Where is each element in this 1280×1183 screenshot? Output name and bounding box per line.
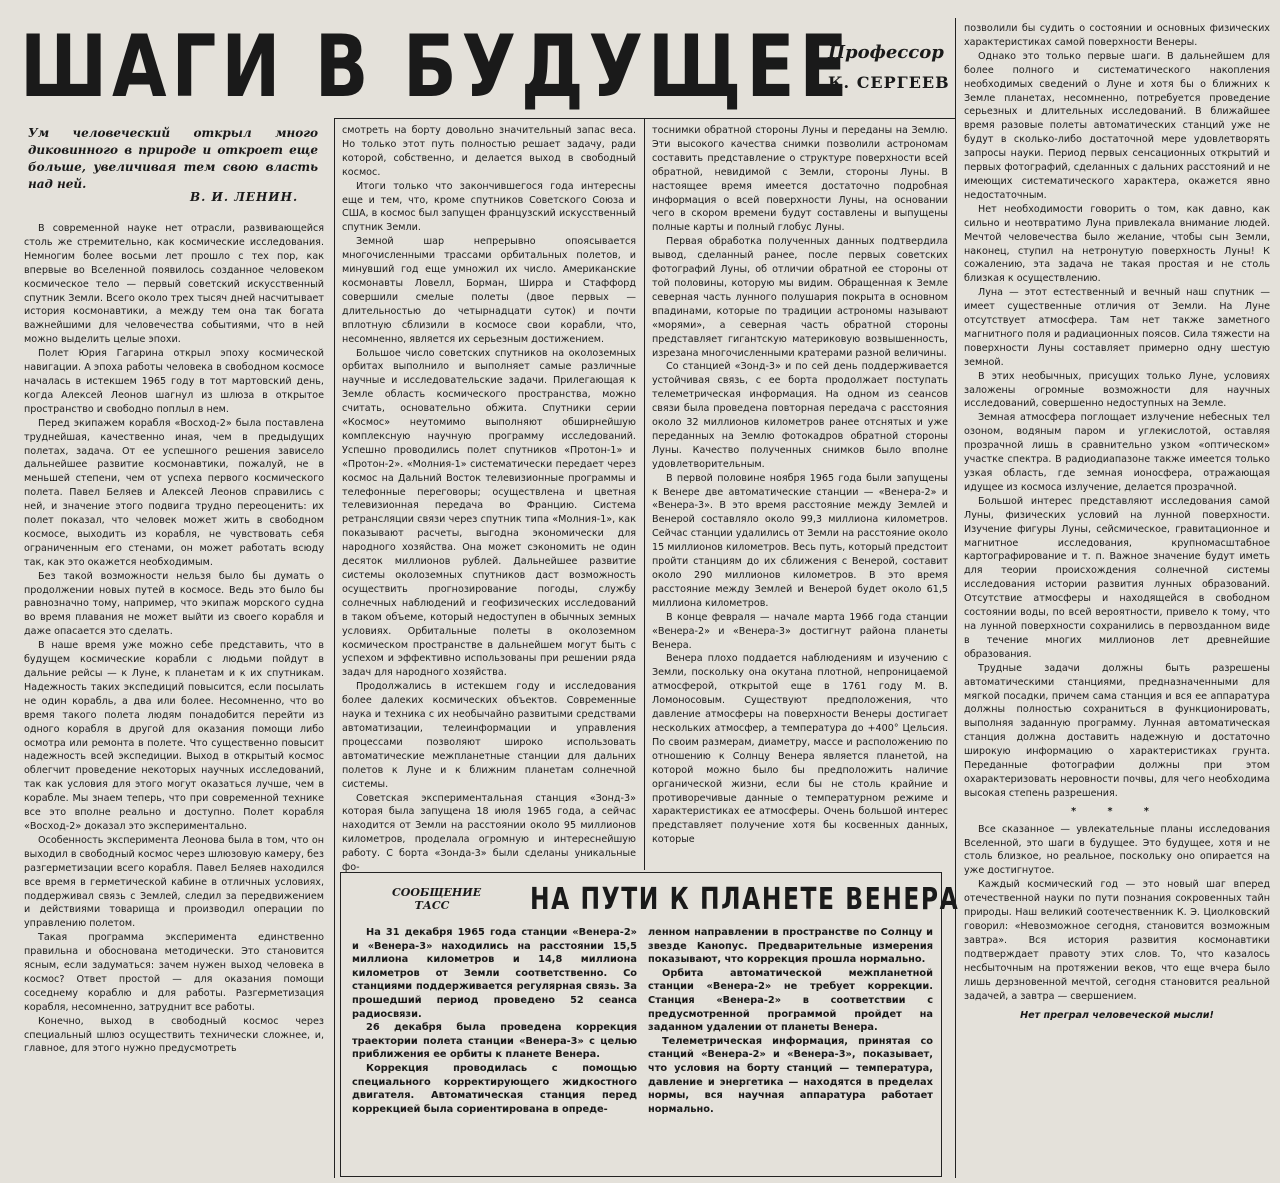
paragraph: В конце февраля — начале марта 1966 года станции «Венера-2» и «Венера-3» достигнут района планеты Венера. (652, 611, 948, 651)
header-rule (334, 118, 955, 119)
paragraph: Однако это только первые шаги. В дальнейшем для более полного и систематического накопления необходимых сведений о Луне и хотя бы о ближних к Земле планетах, несомненно, потребуется проведение серьезных и длительных исследований. В ближайшее время разовые полеты автоматических станций уже не будут в сколько-либо достаточной мере удовлетворять запросы науки. Период первых сенсационных открытий и первых фотографий, сделанных с дальних расстояний и не имеющих систематического характера, окажется явно недостаточным. (964, 50, 1270, 201)
paragraph: Нет необходимости говорить о том, как давно, как сильно и неотвратимо Луна привлекала внимание людей. Мечтой человечества было желание, чтобы сын Земли, наконец, ступил на нетронутую поверхность Луны! К сожалению, эта задача не такая простая и не столь близкая к осуществлению. (964, 203, 1270, 285)
paragraph: В первой половине ноября 1965 года были запущены к Венере две автоматические станции — «Венера-2» и «Венера-3». В это время расстояние между Землей и Венерой составляло около 99,3 миллиона километров. Сейчас станции удалились от Земли на расстояние около 15 миллионов километров. Весь путь, который предстоит пройти станциям до их сближения с Венерой, составит около 290 миллионов километров. В это время расстояние между Землей и Венерой будет около 61,5 миллиона километров. (652, 472, 948, 609)
article-column-1 (24, 222, 324, 1180)
article-column-4 (964, 22, 1270, 1177)
paragraph: ленном направлении в пространстве по Солнцу и звезде Канопус. Предварительные измерения показывают, что коррекция прошла нормально. (648, 927, 933, 966)
paragraph: смотреть на борту довольно значительный запас веса. Но только этот путь полностью решает задачу, ради которой, собственно, и делается выход в свободный космос. (342, 125, 636, 178)
paragraph: В современной науке нет отрасли, развивающейся столь же стремительно, как космические исследования. Немногим более восьми лет прошло с тех пор, как впервые во Вселенной появилось созданное человеком космическое тело — первый советский искусственный спутник Земли. Всего около трех тысяч дней насчитывает история космонавтики, а между тем она так богата важнейшими для человечества событиями, что в ней можно выделить целые эпохи. (24, 223, 324, 346)
paragraph: Земной шар непрерывно опоясывается многочисленными трассами орбитальных полетов, и минувший год еще умножил их число. Американские космонавты Ловелл, Борман, Ширра и Стаффорд совершили смелые полеты (двое первых — длительностью до четырнадцати суток) и почти вплотную сблизили в космосе свои корабли, что, несомненно, является их серьезным достижением. (342, 236, 636, 345)
paragraph: Телеметрическая информация, принятая со станций «Венера-2» и «Венера-3», показывает, что условия на борту станций — температура, давление и энергетика — находятся в пределах нормы, вся научная аппаратура работает нормально. (648, 1035, 933, 1115)
tass-column-right (648, 926, 933, 1170)
paragraph: Трудные задачи должны быть разрешены автоматическими станциями, предназначенными для мягкой посадки, причем сама станция и вся ее аппаратура должны полностью сохраниться в функционировать, выполняя заданную программу. Лунная автоматическая станция должна доставить надежную и достаточно широкую информацию о характеристиках грунта. Переданные фотографии должны при этом охарактеризовать неровности почвы, для чего необходима высокая степень разрешения. (964, 662, 1270, 799)
paragraph: На 31 декабря 1965 года станции «Венера-2» и «Венера-3» находились на расстоянии 15,5 миллиона километров и 14,8 миллиона километров от Земли соответственно. Со станциями поддерживается регулярная связь. За прошедший период проведено 52 сеанса радиосвязи. (352, 927, 637, 1020)
paragraph: В этих необычных, присущих только Луне, условиях заложены огромные возможности для научных исследований, совершенно недоступных на Земле. (964, 370, 1270, 410)
column-rule (644, 118, 645, 870)
paragraph: Со станцией «Зонд-3» и по сей день поддерживается устойчивая связь, с ее борта продолжает поступать телеметрическая информация. На одном из сеансов связи была проведена повторная передача с расстояния около 32 миллионов километров ранее отснятых и уже переданных на Землю фотокадров обратной стороны Луны. Качество полученных снимков было вполне удовлетворительным. (652, 361, 948, 470)
epigraph-text: Ум человеческий открыл много диковинного в природе и откроет еще больше, увеличивая тем свою власть над ней. (28, 126, 318, 191)
paragraph: Полет Юрия Гагарина открыл эпоху космической навигации. А эпоха работы человека в свободном космосе началась в истекшем 1965 году в тот мартовский день, когда Алексей Леонов шагнул из шлюза в открытое пространство и свободно поплыл в нем. (24, 348, 324, 415)
paragraph: В наше время уже можно себе представить, что в будущем космические корабли с людьми пойдут в дальние рейсы — к Луне, к планетам и к их спутникам. Надежность таких экспедиций повысится, если посылать не один корабль, а два или более. Несомненно, что во время такого полета людям понадобится перейти из одного корабля в другой для оказания помощи либо осмотра или ремонта в полете. Что существенно повысит надежность всей экспедиции. Выход в открытый космос облегчит проведение некоторых научных исследований, так как условия для этого могут оказаться лучше, чем в корабле. Мы знаем теперь, что при современной технике все это вполне реально и доступно. Полет корабля «Восход-2» доказал это экспериментально. (24, 640, 324, 832)
author-name: К. СЕРГЕЕВ (828, 73, 950, 92)
paragraph: Большой интерес представляют исследования самой Луны, физических условий на лунной поверхности. Изучение фигуры Луны, сейсмическое, гравитационное и магнитное исследования, крупномасштабное картографирование и т. п. Важное значение будут иметь для теории происхождения солнечной системы исследования истории развития лунных образований. Отсутствие атмосферы и находящейся в свободном состоянии воды, по всей вероятности, привело к тому, что на лунной поверхности сохранились в первозданном виде в течение многих миллионов лет древнейшие образования. (964, 495, 1270, 660)
paragraph: Все сказанное — увлекательные планы исследования Вселенной, это шаги в будущее. Это будущее, хотя и не столь близкое, но реальное, поскольку оно опирается на уже достигнутое. (964, 823, 1270, 877)
author-block (828, 42, 960, 92)
paragraph: Конечно, выход в свободный космос через специальный шлюз осуществить технически сложнее, и, главное, для этого нужно предусмотреть (24, 1015, 324, 1055)
article-column-3 (652, 124, 948, 866)
paragraph: Без такой возможности нельзя было бы думать о продолжении новых путей в космосе. Ведь это было бы равнозначно тому, например, что экипаж морского судна во время плавания не может выйти из своего корабля и даже опасается это сделать. (24, 570, 324, 638)
tass-label: СООБЩЕНИЕ ТАСС (392, 886, 482, 912)
paragraph: 26 декабря была проведена коррекция траектории полета станции «Венера-3» с целью приближения ее орбиты к планете Венера. (352, 1022, 637, 1061)
paragraph: Итоги только что закончившегося года интересны еще и тем, что, кроме спутников Советского Союза и США, в космос был запущен французский искусственный спутник Земли. (342, 180, 636, 234)
paragraph: Земная атмосфера поглощает излучение небесных тел озоном, водяным паром и углекислотой, оставляя прозрачной лишь в сравнительно узком «оптическом» участке спектра. В радиодиапазоне также имеется только узкая область, где земная ионосфера, отражающая идущее из космоса излучение, делается прозрачной. (964, 412, 1270, 493)
paragraph: Каждый космический год — это новый шаг вперед отечественной науки по пути познания сокровенных тайн природы. Наш великий соотечественник К. Э. Циолковский говорил: «Невозможное сегодня, становится возможным завтра». Вся история развития космонавтики подтверждает правоту этих слов. То, что казалось несбыточным на протяжении веков, что еще вчера было лишь дерзновенной мечтой, сегодня становится реальной задачей, а завтра — свершением. (964, 879, 1270, 1002)
column-rule (334, 118, 335, 1178)
article-column-2 (342, 124, 636, 874)
tass-column-left (352, 926, 637, 1170)
paragraph: Венера плохо поддается наблюдениям и изучению с Земли, поскольку она окутана плотной, непроницаемой атмосферой, открытой еще в 1761 году М. В. Ломоносовым. Существуют предположения, что давление атмосферы на поверхности Венеры достигает нескольких атмосфер, а температура до +400° Цельсия. По своим размерам, диаметру, массе и расположению по отношению к Солнцу Венера является планетой, на которой можно было бы предположить наличие органической жизни, если бы не столь крайние и противоречивые данные о температурном режиме и характеристиках ее атмосферы. Очень большой интерес представляет получение хотя бы косвенных данных, которые (652, 653, 948, 846)
paragraph: Орбита автоматической межпланетной станции «Венера-2» не требует коррекции. Станция «Венера-2» в соответствии с предусмотренной программой пройдет на заданном удалении от планеты Венера. (648, 967, 933, 1034)
paragraph: Особенность эксперимента Леонова была в том, что он выходил в свободный космос через шлюзовую камеру, без разгерметизации всего корабля. Павел Беляев находился все время в герметической кабине в отличных условиях, поддерживал связь с Землей, следил за передвижением и действиями товарища и производил операции по управлению полетом. (24, 834, 324, 930)
section-divider-stars: * * * (1071, 805, 1163, 817)
paragraph: тоснимки обратной стороны Луны и переданы на Землю. Эти высокого качества снимки позволили астрономам составить представление о структуре поверхности всей обратной, невидимой с Земли, стороны Луны. В настоящее время имеется достаточно подробная информация о всей поверхности Луны, на основании чего в скором времени будут составлены и выпущены полные карты и полный глобус Луны. (652, 125, 948, 234)
paragraph: Первая обработка полученных данных подтвердила вывод, сделанный ранее, после первых советских фотографий Луны, об отличии обратной ее стороны от той половины, которую мы видим. Обращенная к Земле северная часть лунного полушария покрыта в основном впадинами, которые по традиции астрономы называют «морями», а северная часть обратной стороны представляет гигантскую материковую возвышенность, изрезана многочисленными кратерами разной величины. (652, 236, 948, 359)
paragraph: Большое число советских спутников на околоземных орбитах выполнило и выполняет самые различные научные и исследовательские задачи. Прилегающая к Земле область космического пространства, можно считать, основательно обжита. Спутники серии «Космос» неутомимо выполняют обширнейшую комплексную научную программу исследований. Успешно проводились полет спутников «Протон-1» и «Протон-2». «Молния-1» систематически передает через космос на Дальний Восток телевизионные программы и телефонные переговоры; осуществлена и цветная телевизионная передача во Францию. Система ретрансляции связи через спутник типа «Молния-1», как показывают расчеты, выгодна экономически для народного хозяйства. Она может сэкономить не один десяток миллионов рублей. Дальнейшее развитие системы околоземных спутников даст возможность осуществить прогнозирование погоды, службу солнечных наблюдений и геофизических исследований в таком объеме, который недоступен в обычных земных условиях. Орбитальные полеты в околоземном космическом пространстве в дальнейшем могут быть с успехом и эффективно использованы при решении ряда задач для народного хозяйства. (342, 347, 636, 679)
author-role: Профессор (828, 42, 944, 63)
paragraph: Продолжались в истекшем году и исследования более далеких космических объектов. Современные наука и техника с их необычайно развитыми средствами автоматизации, телеинформации и управления процессами позволяют широко использовать автоматические межпланетные станции для дальних полетов к Луне и к ближним планетам солнечной системы. (342, 681, 636, 790)
paragraph: Коррекция проводилась с помощью специального корректирующего жидкостного двигателя. Автоматическая станция перед коррекцией была сориентирована в опреде- (352, 1062, 637, 1115)
paragraph: Перед экипажем корабля «Восход-2» была поставлена труднейшая, качественно иная, чем в предыдущих полетах, задача. От ее успешного решения зависело дальнейшее развитие космонавтики, пожалуй, не в меньшей степени, чем от успеха первого космического полета. Павел Беляев и Алексей Леонов справились с ней, и значение этого подвига трудно переоценить: их полет показал, что человек может жить в свободном космосе, выходить из корабля, не чувствовать себя ограниченным его стенами, он может работать всюду так, как это окажется необходимым. (24, 417, 324, 568)
epigraph-author: В. И. ЛЕНИН. (190, 190, 299, 204)
column-rule (955, 18, 956, 1178)
article-title: ШАГИ В БУДУЩЕЕ (20, 17, 853, 117)
paragraph: Такая программа эксперимента единственно правильна и обоснована методически. Это становится ясным, если задуматься: зачем нужен выход человека в космос? Ответ простой — для оказания помощи соседнему кораблю и для работы. Разгерметизация корабля, несомненно, затруднит все работы. (24, 932, 324, 1013)
paragraph: Луна — этот естественный и вечный наш спутник — имеет существенные отличия от Земли. На Луне отсутствует атмосфера. Там нет также заметного магнитного поля и радиационных поясов. Сила тяжести на поверхности Луны составляет примерно одну шестую земной. (964, 287, 1270, 368)
tass-title: НА ПУТИ К ПЛАНЕТЕ ВЕНЕРА (530, 882, 960, 917)
paragraph: Советская экспериментальная станция «Зонд-3» которая была запущена 18 июля 1965 года, а сейчас находится от Земли на расстоянии около 95 миллионов километров, проделала огромную и интереснейшую работу. С борта «Зонда-3» были сделаны уникальные фо- (342, 792, 636, 874)
paragraph: позволили бы судить о состоянии и основных физических характеристиках самой поверхности Венеры. (964, 23, 1270, 48)
closing-line: Нет преграл человеческой мысли! (1020, 1010, 1214, 1022)
